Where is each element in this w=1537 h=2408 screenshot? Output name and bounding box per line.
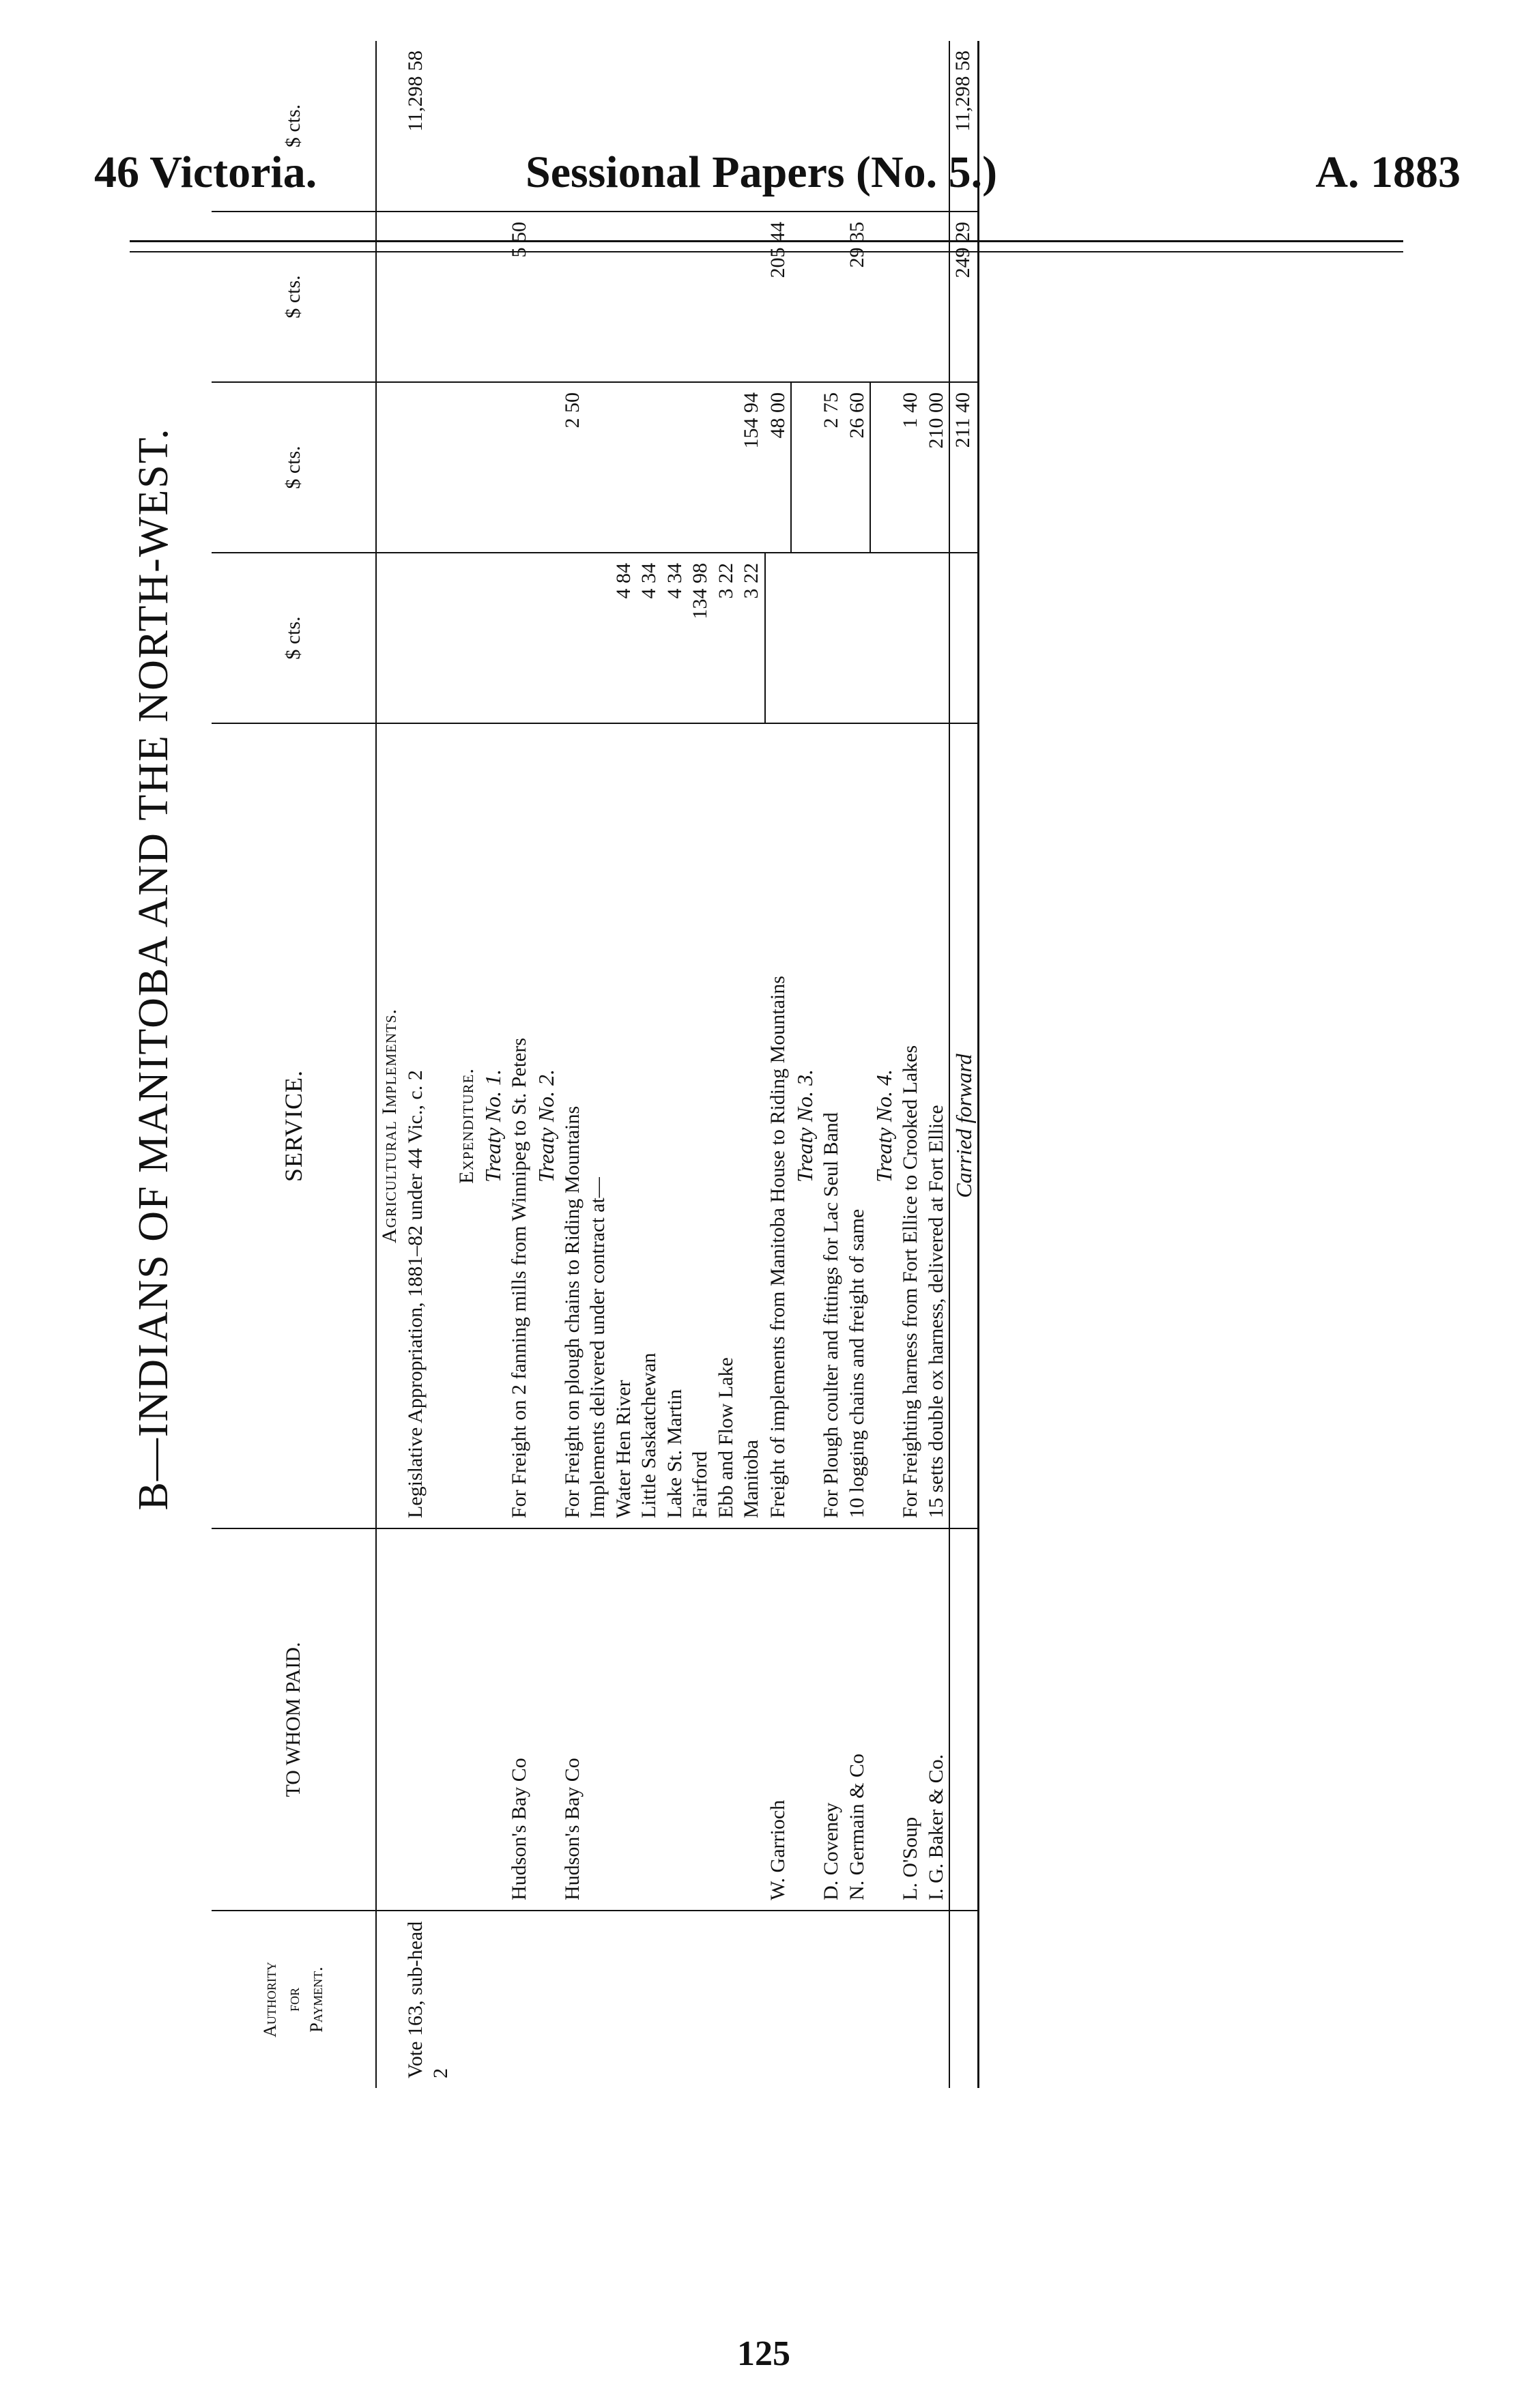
table-row	[560, 41, 586, 2088]
table-row	[585, 41, 611, 2088]
col-authority-line: for	[283, 1988, 304, 2012]
payee-cell: I. G. Baker & Co.	[923, 1528, 950, 1911]
amount-cell: 210 00	[923, 382, 950, 553]
amount-cell: 249 29	[949, 212, 979, 382]
place-cell: Water Hen River	[611, 723, 637, 1528]
amount-cell: 29 35	[844, 212, 871, 382]
col-authority	[212, 1911, 376, 2088]
table-row	[611, 41, 637, 2088]
amount-cell: 11,298 58	[949, 41, 979, 212]
table-row	[454, 41, 480, 2088]
place-cell: Fairford	[687, 723, 713, 1528]
table-row	[738, 41, 765, 2088]
table-row	[949, 41, 979, 2088]
payee-cell: D. Coveney	[818, 1528, 844, 1911]
amount-cell: 205 44	[765, 212, 792, 382]
table-row	[765, 41, 792, 2088]
service-cell: For Plough coulter and fittings for Lac Seul Band	[818, 723, 844, 1528]
table-row	[923, 41, 950, 2088]
payee-cell: N. Germain & Co	[844, 1528, 871, 1911]
table-row	[532, 41, 560, 2088]
col-to-whom: TO WHOM PAID.	[212, 1528, 376, 1911]
service-cell: For Freighting harness from Fort Ellice to Crooked Lakes	[897, 723, 923, 1528]
table-row	[713, 41, 739, 2088]
service-cell: 15 setts double ox harness, delivered at Fort Ellice	[923, 723, 950, 1528]
rotated-table-page	[130, 41, 1426, 2088]
expenditure-table	[212, 41, 979, 2088]
service-cell: For Freight on 2 fanning mills from Winnipeg to St. Peters	[506, 723, 532, 1528]
table-row	[636, 41, 662, 2088]
col-authority-line: Authority	[260, 1962, 281, 2037]
authority-cell: Vote 163, sub-head 2	[403, 1921, 452, 2078]
payee-cell: L. O'Soup	[897, 1528, 923, 1911]
service-cell: Legislative Appropriation, 1881–82 under 44 Vic., c. 2	[403, 723, 454, 1528]
header-papers: Sessional Papers (No. 5.)	[526, 147, 998, 197]
col-service: SERVICE.	[212, 723, 376, 1528]
amount-cell: 11,298 58	[403, 41, 454, 212]
table-row	[376, 41, 403, 2088]
place-cell: Manitoba	[738, 723, 765, 1528]
amount-cell: 4 84	[611, 553, 637, 723]
amount-cell: 26 60	[844, 382, 871, 553]
table-row	[870, 41, 897, 2088]
amount-cell: 2 50	[560, 382, 586, 553]
col-money-3: $ cts.	[212, 212, 376, 382]
place-cell: Little Saskatchewan	[636, 723, 662, 1528]
payee-cell: W. Garrioch	[765, 1528, 792, 1911]
col-money-1: $ cts.	[212, 553, 376, 723]
document-title: B—INDIANS OF MANITOBA AND THE NORTH-WEST.	[130, 427, 177, 1511]
col-money-4: $ cts.	[212, 41, 376, 212]
table-row	[687, 41, 713, 2088]
carried-forward-label: Carried forward	[949, 723, 979, 1528]
header-session: 46 Victoria.	[94, 147, 317, 197]
header-year: A. 1883	[1315, 147, 1461, 197]
table-row	[662, 41, 688, 2088]
amount-cell: 2 75	[818, 382, 844, 553]
table-row	[897, 41, 923, 2088]
place-cell: Ebb and Flow Lake	[713, 723, 739, 1528]
table-row	[791, 41, 818, 2088]
amount-cell: 48 00	[765, 382, 792, 553]
table-row	[844, 41, 871, 2088]
payee-cell: Hudson's Bay Co	[560, 1528, 586, 1911]
page-number: 125	[737, 2334, 790, 2373]
amount-cell: 1 40	[897, 382, 923, 553]
amount-cell: 5 50	[506, 212, 532, 382]
treaty-heading: Treaty No. 4.	[870, 723, 897, 1528]
treaty-heading: Treaty No. 1.	[479, 723, 506, 1528]
amount-cell: 211 40	[949, 382, 979, 553]
table-row	[479, 41, 506, 2088]
service-cell: Implements delivered under contract at—	[585, 723, 611, 1528]
table-row	[506, 41, 532, 2088]
table-row	[403, 41, 454, 2088]
payee-cell: Hudson's Bay Co	[506, 1528, 532, 1911]
col-authority-line: Payment.	[306, 1967, 326, 2033]
treaty-heading: Treaty No. 2.	[532, 723, 560, 1528]
table-header-row	[212, 41, 376, 2088]
service-cell: 10 logging chains and freight of same	[844, 723, 871, 1528]
service-cell: Freight of implements from Manitoba House to Riding Mountains	[765, 723, 792, 1528]
section-heading: Agricultural Implements.	[376, 723, 403, 1528]
amount-cell: 3 22	[713, 553, 739, 723]
amount-cell: 4 34	[636, 553, 662, 723]
service-cell: For Freight on plough chains to Riding Mountains	[560, 723, 586, 1528]
place-cell: Lake St. Martin	[662, 723, 688, 1528]
col-money-2: $ cts.	[212, 382, 376, 553]
amount-cell: 134 98	[687, 553, 713, 723]
section-heading: Expenditure.	[454, 723, 480, 1528]
treaty-heading: Treaty No. 3.	[791, 723, 818, 1528]
amount-cell: 4 34	[662, 553, 688, 723]
amount-cell: 3 22	[738, 553, 765, 723]
amount-cell: 154 94	[738, 382, 765, 553]
table-row	[818, 41, 844, 2088]
